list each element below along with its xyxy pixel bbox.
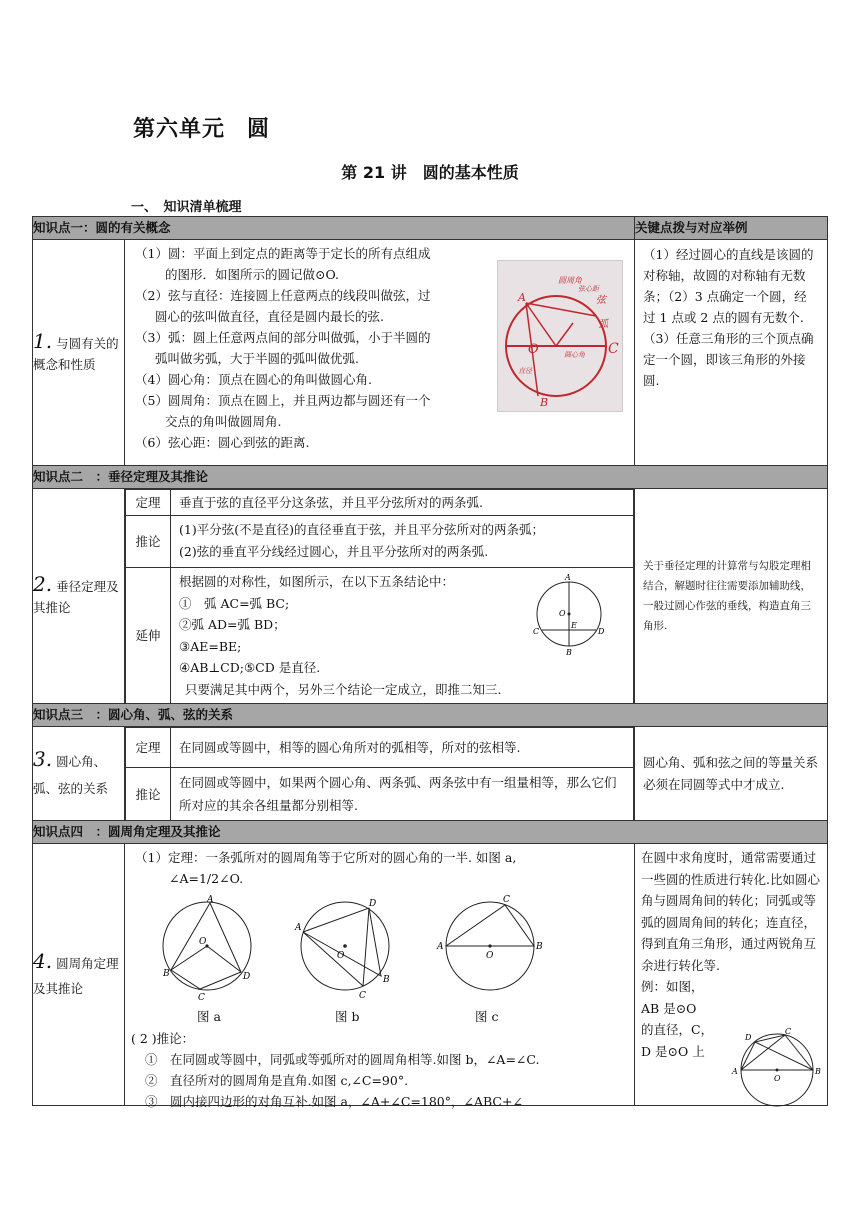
- unit-title: 第六单元 圆: [133, 117, 271, 142]
- hand-drawn-circle-photo: [497, 260, 623, 412]
- svg-text:B: B: [383, 975, 390, 985]
- kp1-list: [135, 243, 495, 453]
- fig-label: C: [533, 627, 540, 636]
- kp1-item: 弧叫做劣弧，大于半圆的弧叫做优弧.: [155, 351, 359, 366]
- fig-label: C: [785, 1028, 792, 1036]
- kp3-label: 3. 圆心角、弧、弦的关系: [33, 727, 125, 821]
- fig-label: D: [598, 627, 605, 636]
- kp2-inner-table: [125, 489, 634, 703]
- kp2-corollary-1: (1)平分弦(不是直径)的直径垂直于弦，并且平分弦所对的两条弧；: [179, 522, 544, 537]
- svg-text:D: D: [369, 899, 377, 909]
- svg-text:O: O: [337, 951, 345, 961]
- kp1-item: （2）弦与直径：连接圆上任意两点的线段叫做弦，过: [135, 288, 431, 303]
- fig-label: A: [565, 573, 571, 582]
- kp4-theorem-formula: ∠A=1/2∠O.: [169, 871, 244, 886]
- inscribed-angle-figures: [155, 894, 625, 1004]
- extend-line: ① 弧 AC=弧 BC;: [179, 595, 290, 611]
- kp2-header-row: [33, 466, 828, 489]
- fig-label: B: [566, 648, 572, 656]
- corollary-item: ② 直径所对的圆周角是直角.如图 c,∠C=90°.: [145, 1073, 409, 1088]
- kp1-row: [33, 240, 828, 466]
- kp3-inner-table: [125, 727, 634, 820]
- photo-label: 弦: [596, 295, 606, 306]
- kp3-header-row: [33, 704, 828, 727]
- svg-text:B: B: [163, 969, 170, 979]
- svg-text:A: A: [437, 942, 444, 952]
- key-points-header: 关键点拨与对应举例: [635, 217, 828, 240]
- photo-label: 圆心角: [564, 351, 585, 359]
- fig-label: O: [559, 609, 566, 618]
- kp1-item: （5）圆周角：顶点在圆上，并且两边都与圆还有一个: [135, 393, 431, 408]
- svg-text:A: A: [207, 895, 214, 905]
- example-line: D 是⊙O 上: [641, 1043, 705, 1059]
- photo-label: O: [528, 342, 539, 357]
- fig-b-caption: 图 b: [335, 1009, 360, 1024]
- extend-line: ④AB⊥CD;⑤CD 是直径.: [179, 660, 321, 675]
- kp3-header: 知识点三 ：圆心角、弧、弦的关系: [33, 704, 828, 727]
- example-figure: [731, 1028, 823, 1108]
- photo-label: 弦心距: [578, 285, 599, 293]
- example-line: AB 是⊙O: [641, 1000, 697, 1016]
- perpendicular-diameter-figure: [531, 572, 611, 656]
- kp3-row: [33, 727, 828, 821]
- kp2-theorem: 垂直于弦的直径平分这条弦，并且平分弦所对的两条弧.: [171, 490, 634, 516]
- fig-label: O: [774, 1074, 781, 1083]
- svg-text:C: C: [359, 991, 366, 1001]
- kp1-item: 交点的角叫做圆周角.: [165, 414, 282, 429]
- kp1-header-row: [33, 217, 828, 240]
- kp1-item: （1）圆：平面上到定点的距离等于定长的所有点组成: [135, 246, 431, 261]
- theorem-label: 定理: [126, 490, 171, 516]
- svg-text:C: C: [503, 895, 510, 905]
- kp1-item: 圆心的弦叫做直径，直径是圆内最长的弦.: [155, 309, 384, 324]
- corollary-label: 推论: [126, 516, 171, 568]
- photo-label: B: [540, 396, 549, 409]
- kp4-label: 4. 圆周角定理及其推论: [33, 844, 125, 1106]
- svg-text:B: B: [536, 942, 543, 952]
- kp2-corollary-2: (2)弦的垂直平分线经过圆心，并且平分弦所对的两条弧.: [179, 544, 489, 559]
- kp1-content: [125, 240, 635, 466]
- kp4-notes: [635, 844, 828, 1106]
- kp1-label: 1. 与圆有关的概念和性质: [33, 240, 125, 466]
- fig-a-caption: 图 a: [197, 1009, 221, 1024]
- kp4-header: 知识点四 ：圆周角定理及其推论: [33, 821, 828, 844]
- extend-line: ②弧 AD=弧 BD；: [179, 617, 286, 632]
- kp2-extend: [171, 568, 634, 704]
- kp3-theorem: 在同圆或等圆中，相等的圆心角所对的弧相等，所对的弦相等.: [171, 728, 634, 768]
- extend-label: 延伸: [126, 568, 171, 704]
- photo-label: C: [608, 341, 619, 357]
- svg-text:O: O: [486, 951, 494, 961]
- kp1-item: （6）弦心距：圆心到弦的距离.: [135, 435, 310, 450]
- kp2-label: 2. 垂径定理及其推论: [33, 489, 125, 704]
- fig-label: B: [815, 1067, 821, 1076]
- kp2-notes: 关于垂径定理的计算常与勾股定理相结合，解题时往往需要添加辅助线，一般过圆心作弦的垂线，构造直角三角形.: [635, 489, 828, 704]
- kp4-corollaries: [131, 1028, 631, 1112]
- kp1-item: （3）弧：圆上任意两点间的部分叫做弧，小于半圆的: [135, 330, 431, 345]
- extend-line: 根据圆的对称性，如图所示，在以下五条结论中：: [179, 574, 455, 589]
- kp1-notes: （1）经过圆心的直线是该圆的对称轴，故圆的对称轴有无数条；（2）3 点确定一个圆，经过 1 点或 2 点的圆有无数个.（3）任意三角形的三个顶点确定一个圆，即该三角形的外接圆.: [635, 240, 828, 466]
- example-line: 的直径，C，: [641, 1022, 714, 1037]
- photo-label: 直径: [518, 367, 532, 375]
- fig-c-caption: 图 c: [475, 1009, 499, 1024]
- kp1-header: 知识点一：圆的有关概念: [33, 217, 635, 240]
- kp2-header: 知识点二 ：垂径定理及其推论: [33, 466, 828, 489]
- photo-label: 圆周角: [558, 276, 582, 285]
- kp2-row: [33, 489, 828, 704]
- svg-text:D: D: [243, 972, 251, 982]
- kp3-notes: 圆心角、弧和弦之间的等量关系必须在同圆等式中才成立.: [635, 727, 828, 821]
- kp1-item: 的图形．如图所示的圆记做⊙O.: [165, 267, 339, 282]
- extend-line: 只要满足其中两个，另外三个结论一定成立，即推二知三.: [185, 681, 502, 697]
- fig-label: D: [745, 1033, 752, 1042]
- lecture-title: 第 21 讲 圆的基本性质: [341, 163, 519, 182]
- corollary-item: ③ 圆内接四边形的对角互补.如图 a，∠A+∠C=180°，∠ABC+∠: [145, 1094, 523, 1109]
- photo-label: A: [518, 291, 526, 304]
- corollary-item: ① 在同圆或等圆中，同弧或等弧所对的圆周角相等.如图 b，∠A=∠C.: [145, 1052, 540, 1067]
- fig-label: E: [571, 621, 577, 630]
- svg-text:A: A: [295, 923, 302, 933]
- fig-label: A: [732, 1067, 738, 1076]
- section-title: 一、 知识清单梳理: [131, 200, 242, 215]
- kp3-corollary: 在同圆或等圆中，如果两个圆心角、两条弧、两条弦中有一组量相等，那么它们所对应的其余各组量都分别相等.: [171, 768, 634, 821]
- example-line: 例：如图，: [641, 979, 704, 994]
- extend-line: ③AE=BE;: [179, 638, 242, 654]
- kp4-content: [125, 844, 635, 1109]
- knowledge-table: [32, 216, 828, 1109]
- kp4-theorem: （1）定理：一条弧所对的圆周角等于它所对的圆心角的一半. 如图 a,: [135, 850, 517, 865]
- corollary-title: ( 2 )推论：: [131, 1031, 195, 1046]
- kp4-row: [33, 844, 828, 1106]
- kp4-notes-text: 在圆中求角度时，通常需要通过一些圆的性质进行转化.比如圆心角与圆周角间的转化；同弧或等弧的圆周角间的转化；连直径，得到直角三角形，通过两锐角互余进行转化等.: [641, 850, 820, 973]
- theorem-label: 定理: [126, 728, 171, 768]
- photo-label: 弧: [598, 319, 608, 330]
- svg-text:C: C: [198, 993, 205, 1003]
- kp1-item: （4）圆心角：顶点在圆心的角叫做圆心角.: [135, 372, 372, 387]
- svg-text:O: O: [199, 937, 207, 947]
- kp4-header-row: [33, 821, 828, 844]
- corollary-label: 推论: [126, 768, 171, 821]
